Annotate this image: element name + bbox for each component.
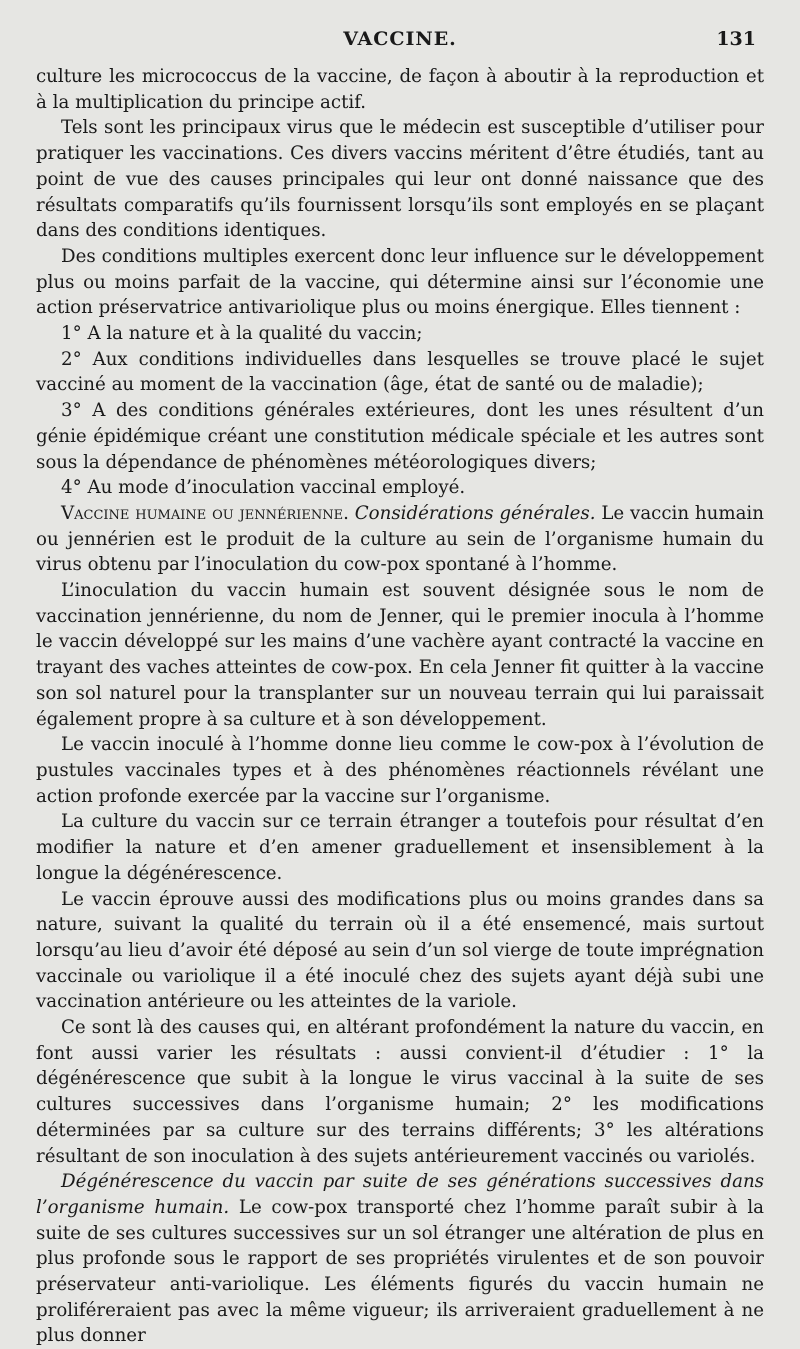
paragraph: Tels sont les principaux virus que le médecin est susceptible d’utiliser pour pratiquer les vaccinations. Ces divers vaccins méritent d’être étudiés, tant au point de vue des causes principales qui leur ont donné naissance que des résultats comparatifs qu’ils fournissent lorsqu’ils sont employés en se plaçant dans des conditions identiques. <box>36 117 764 242</box>
section-text: Le vaccin humain ou jennérien est le produit de la culture au sein de l’organisme humain du virus obtenu par l’inoculation du cow-pox spontané à l’homme. <box>36 502 764 576</box>
italic-lead: Dégénérescence du vaccin par suite de ses générations successives dans l’organisme humain. <box>36 1171 764 1218</box>
section-paragraph <box>36 501 764 578</box>
list-item: 4° Au mode d’inoculation vaccinal employé. <box>61 477 466 499</box>
paragraph: Le vaccin inoculé à l’homme donne lieu comme le cow-pox à l’évolution de pustules vaccinales types et à des phénomènes réactionnels révélant une action profonde exercée par la vaccine sur l’organisme. <box>36 734 764 807</box>
paragraph: Ce sont là des causes qui, en altérant profondément la nature du vaccin, en font aussi varier les résultats : aussi convient-il d’étudier : 1° la dégénérescence que subit à la longue le virus vaccinal à la suite de ses cultures successives dans l’organisme humain; 2° les modifications déterminées par sa culture sur des terrains différents; 3° les altérations résultant de son inoculation à des sujets antérieurement vaccinés ou variolés. <box>36 1017 764 1167</box>
paragraph: culture les micrococcus de la vaccine, de façon à aboutir à la reproduction et à la multiplication du principe actif. <box>36 66 764 113</box>
body-text <box>36 64 764 1349</box>
list-item: 2° Aux conditions individuelles dans lesquelles se trouve placé le sujet vacciné au moment de la vaccination (âge, état de santé ou de maladie); <box>36 348 764 396</box>
page-number: 131 <box>716 28 756 50</box>
paragraph: La culture du vaccin sur ce terrain étranger a toutefois pour résultat d’en modifier la nature et d’en amener graduellement et insensiblement à la longue la dégénérescence. <box>36 811 764 884</box>
page-header <box>36 24 764 64</box>
section-subheading: Considérations générales. <box>354 502 596 524</box>
final-text: Le cow-pox transporté chez l’homme paraît subir à la suite de ses cultures successives sur un sol étranger une altération de plus en plus profonde sous le rapport de ses propriétés virulentes et de son pouvoir préservateur anti-variolique. Les éléments figurés du vaccin humain ne proliféreraient pas avec la même vigueur; ils arriveraient graduellement à ne plus donner <box>36 1196 764 1347</box>
section-heading: Vaccine humaine ou jennérienne. <box>61 502 349 524</box>
paragraph: L’inoculation du vaccin humain est souvent désignée sous le nom de vaccination jennérienne, du nom de Jenner, qui le premier inocula à l’homme le vaccin développé sur les mains d’une vachère ayant contracté la vaccine en trayant des vaches atteintes de cow-pox. En cela Jenner fit quitter à la vaccine son sol naturel pour la transplanter sur un nouveau terrain qui lui paraissait également propre à sa culture et à son développement. <box>36 580 764 730</box>
paragraph: Le vaccin éprouve aussi des modifications plus ou moins grandes dans sa nature, suivant la qualité du terrain où il a été ensemencé, mais surtout lorsqu’au lieu d’avoir été déposé au sein d’un sol vierge de toute imprégnation vaccinale ou variolique il a été inoculé chez des sujets ayant déjà subi une vaccination antérieure ou les atteintes de la variole. <box>36 888 764 1013</box>
final-paragraph <box>36 1169 764 1349</box>
list-item: 3° A des conditions générales extérieures, dont les unes résultent d’un génie épidémique créant une constitution médicale spéciale et les autres sont sous la dépendance de phénomènes météorologiques divers; <box>36 400 764 473</box>
paragraph: Des conditions multiples exercent donc leur influence sur le développement plus ou moins parfait de la vaccine, qui détermine ainsi sur l’économie une action préservatrice antivariolique plus ou moins énergique. Elles tiennent : <box>36 245 764 319</box>
running-title: VACCINE. <box>343 28 457 50</box>
list-item: 1° A la nature et à la qualité du vaccin; <box>61 323 423 345</box>
